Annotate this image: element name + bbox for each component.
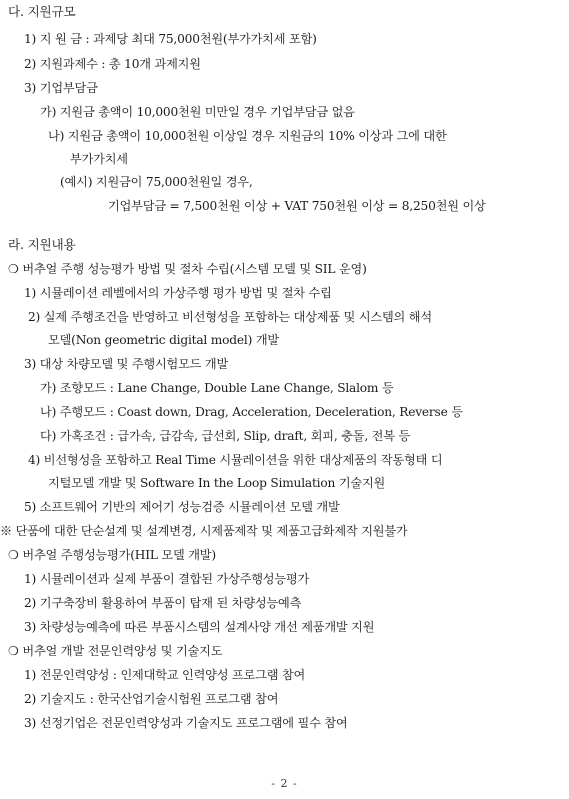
company-share-case-b: 나) 지원금 총액이 10,000천원 이상일 경우 지원금의 10% 이상과 그에 대한 bbox=[48, 129, 447, 143]
support-count-line: 2) 지원과제수 : 총 10개 과제지원 bbox=[24, 57, 201, 71]
support-amount-line: 1) 지 원 금 : 과제당 최대 75,000천원(부가가치세 포함) bbox=[24, 32, 317, 46]
example-line: (예시) 지원금이 75,000천원일 경우, bbox=[60, 175, 253, 189]
item-line: 1) 시뮬레이션 레벨에서의 가상주행 평가 방법 및 절차 수립 bbox=[24, 286, 332, 300]
item-line: 모델(Non geometric digital model) 개발 bbox=[48, 333, 279, 347]
sub-item-line: 다) 가혹조건 : 급가속, 급감속, 급선회, Slip, draft, 회피, 충돌, 전복 등 bbox=[40, 429, 411, 443]
page-number: - 2 - bbox=[271, 777, 298, 790]
item-line: 1) 시뮬레이션과 실제 부품이 결합된 가상주행성능평가 bbox=[24, 572, 310, 586]
company-share-case-a: 가) 지원금 총액이 10,000천원 미만일 경우 기업부담금 없음 bbox=[40, 105, 355, 119]
item-line: 5) 소프트웨어 기반의 제어기 성능검증 시뮬레이션 모델 개발 bbox=[24, 500, 340, 514]
item-line: 2) 실제 주행조건을 반영하고 비선형성을 포함하는 대상제품 및 시스템의 해석 bbox=[28, 310, 432, 324]
item-line: 4) 비선형성을 포함하고 Real Time 시뮬레이션을 위한 대상제품의 작동형태 디 bbox=[28, 453, 443, 467]
item-line: 2) 기술지도 : 한국산업기술시험원 프로그램 참여 bbox=[24, 692, 279, 706]
item-line: 지털모델 개발 및 Software In the Loop Simulation 기술지원 bbox=[48, 476, 386, 490]
item-line: 2) 기구축장비 활용하여 부품이 탑재 된 차량성능예측 bbox=[24, 596, 302, 610]
item-line: 3) 선정기업은 전문인력양성과 기술지도 프로그램에 필수 참여 bbox=[24, 716, 348, 730]
item-line: 3) 대상 차량모델 및 주행시험모드 개발 bbox=[24, 357, 229, 371]
company-share-case-b-cont: 부가가치세 bbox=[70, 152, 128, 166]
bullet-virtual-evaluation: ❍ 버추얼 주행 성능평가 방법 및 절차 수립(시스템 모델 및 SIL 운영) bbox=[8, 262, 367, 276]
company-share-line: 3) 기업부담금 bbox=[24, 81, 98, 95]
bullet-training: ❍ 버추얼 개발 전문인력양성 및 기술지도 bbox=[8, 644, 223, 658]
note-line: ※ 단품에 대한 단순설계 및 설계변경, 시제품제작 및 제품고급화제작 지원불가 bbox=[0, 524, 408, 538]
section-heading-support-scale: 다. 지원규모 bbox=[8, 4, 76, 19]
item-line: 3) 차량성능예측에 따른 부품시스템의 설계사양 개선 제품개발 지원 bbox=[24, 620, 375, 634]
item-line: 1) 전문인력양성 : 인제대학교 인력양성 프로그램 참여 bbox=[24, 668, 306, 682]
example-calculation: 기업부담금 = 7,500천원 이상 + VAT 750천원 이상 = 8,250천원 이상 bbox=[108, 199, 486, 213]
bullet-hil-evaluation: ❍ 버추얼 주행성능평가(HIL 모델 개발) bbox=[8, 548, 216, 562]
sub-item-line: 나) 주행모드 : Coast down, Drag, Acceleration, Deceleration, Reverse 등 bbox=[40, 405, 463, 419]
sub-item-line: 가) 조향모드 : Lane Change, Double Lane Change, Slalom 등 bbox=[40, 381, 394, 395]
section-heading-support-content: 라. 지원내용 bbox=[8, 237, 76, 252]
